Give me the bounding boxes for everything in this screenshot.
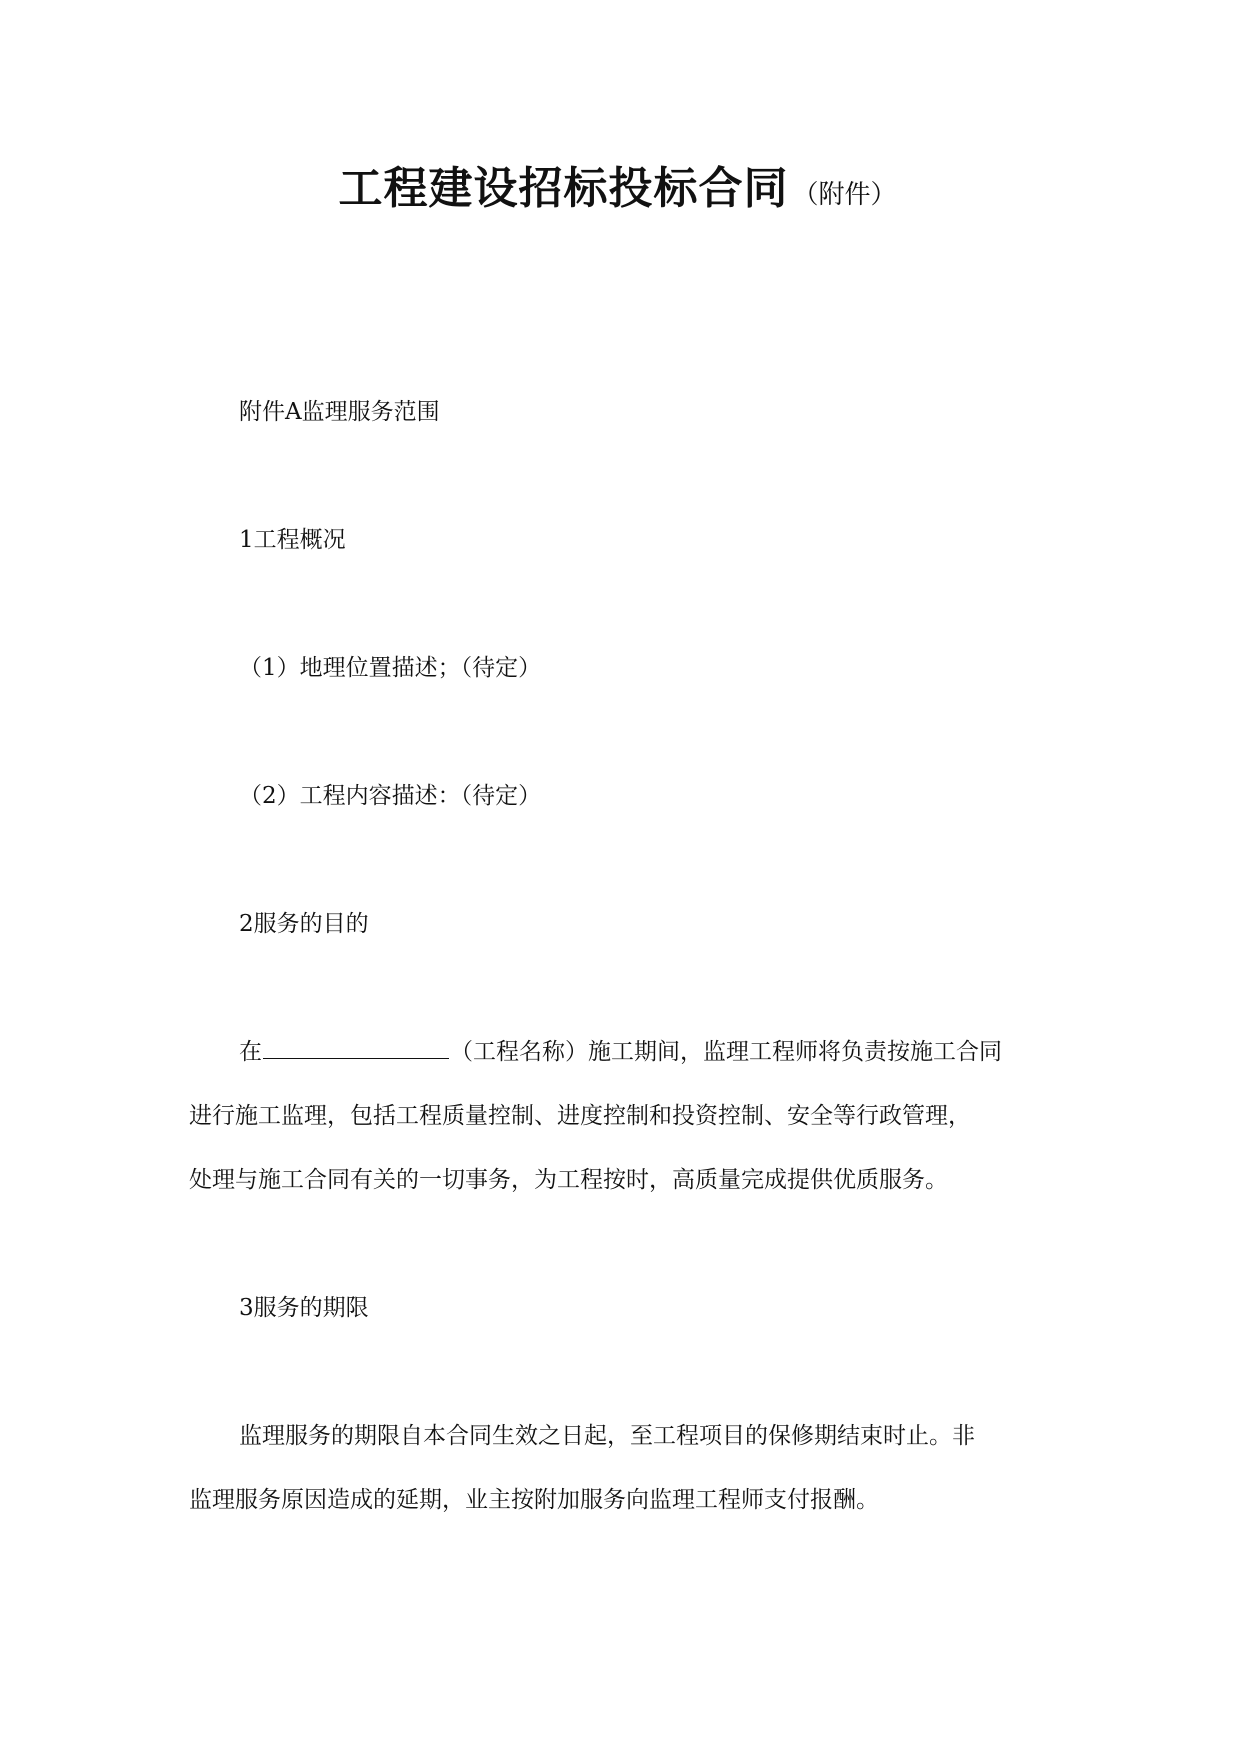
section-3-heading: 3服务的期限 [239, 1295, 369, 1321]
item-2-content: （2）工程内容描述：（待定） [239, 783, 542, 809]
para-2-prefix: 在 [239, 1039, 262, 1065]
para-2-line-3: 处理与施工合同有关的一切事务，为工程按时，高质量完成提供优质服务。 [189, 1167, 948, 1193]
para-3-line-2: 监理服务原因造成的延期，业主按附加服务向监理工程师支付报酬。 [189, 1487, 879, 1513]
title-main-text: 工程建设招标投标合同 [338, 163, 789, 214]
section-1-heading: 1工程概况 [239, 527, 346, 553]
annex-heading: 附件A监理服务范围 [239, 399, 440, 425]
para-2-line-1 [239, 1037, 1002, 1067]
title-suffix-text: （附件） [792, 180, 897, 210]
project-name-blank [263, 1038, 449, 1059]
item-1-location: （1）地理位置描述；（待定） [239, 655, 542, 681]
para-2-line-2: 进行施工监理，包括工程质量控制、进度控制和投资控制、安全等行政管理， [189, 1103, 971, 1129]
document-title [0, 152, 1235, 216]
para-2-line-1-rest: （工程名称）施工期间，监理工程师将负责按施工合同 [450, 1039, 1002, 1065]
para-3-line-1: 监理服务的期限自本合同生效之日起，至工程项目的保修期结束时止。非 [239, 1423, 975, 1449]
section-2-heading: 2服务的目的 [239, 911, 369, 937]
